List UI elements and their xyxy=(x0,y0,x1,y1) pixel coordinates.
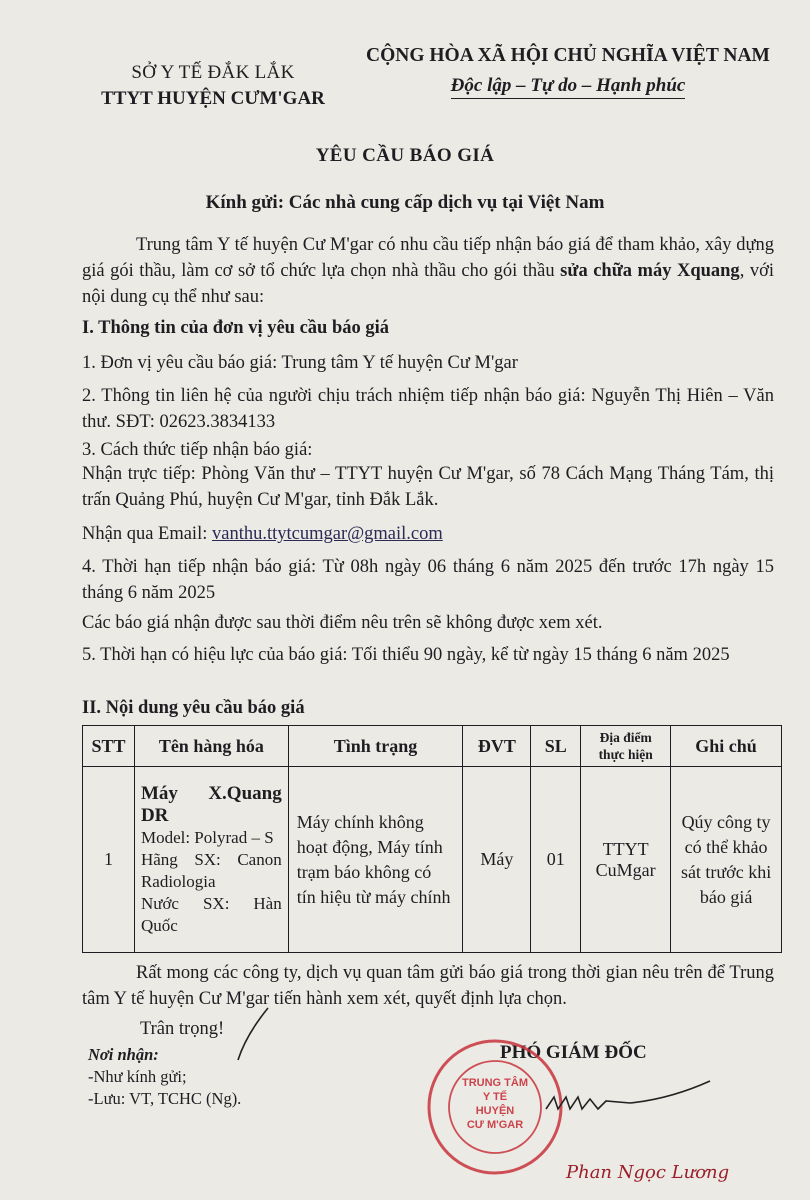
regards: Trân trọng! xyxy=(140,1019,225,1039)
stamp-line-2: Y TẾ xyxy=(482,1091,508,1103)
closing-paragraph: Rất mong các công ty, dịch vụ quan tâm gửi báo giá trong thời gian nêu trên để Trung tâm Y tế huyện Cư M'gar tiến hành xem xét, quyết định lựa chọn. xyxy=(82,963,774,1009)
initial-mark xyxy=(230,1000,280,1070)
product-maker: Hãng SX: Canon Radiologia xyxy=(140,849,282,891)
stamp-line-4: CƯ M'GAR xyxy=(466,1119,524,1131)
intro-package-name: sửa chữa máy Xquang xyxy=(560,261,740,281)
recipients-line-2: -Lưu: VT, TCHC (Ng). xyxy=(88,1089,242,1108)
national-header xyxy=(348,45,788,99)
recipients-label: Nơi nhận: xyxy=(88,1045,159,1064)
header-stt: STT xyxy=(83,726,135,767)
intro-text-2: , với nội dung cụ thể như sau: xyxy=(82,261,774,307)
cell-stt: 1 xyxy=(83,767,135,953)
header-place-line1: Địa điểm xyxy=(599,730,652,745)
cell-unit: Máy xyxy=(463,767,531,953)
handwritten-signature xyxy=(540,1075,720,1125)
quote-request-table xyxy=(82,725,782,953)
product-name: Máy X.Quang DR xyxy=(140,782,282,826)
cell-place xyxy=(581,767,671,953)
late-submission-note: Các báo giá nhận được sau thời điểm nêu trên sẽ không được xem xét. xyxy=(82,613,603,633)
section-1-item-3: 3. Cách thức tiếp nhận báo giá: xyxy=(82,440,313,460)
cell-qty: 01 xyxy=(531,767,581,953)
place-line2: CuMgar xyxy=(595,859,656,880)
section-1-item-1: 1. Đơn vị yêu cầu báo giá: Trung tâm Y tế huyện Cư M'gar xyxy=(82,353,518,373)
direct-delivery-info: Nhận trực tiếp: Phòng Văn thư – TTYT huyện Cư M'gar, số 78 Cách Mạng Tháng Tám, thị trấn Quảng Phú, huyện Cư M'gar, tỉnh Đắk Lắk. xyxy=(82,464,774,510)
intro-text-1: Trung tâm Y tế huyện Cư M'gar có nhu cầu tiếp nhận báo giá để tham khảo, xây dựng giá gói thầu, làm cơ sở tổ chức lựa chọn nhà thầu cho gói thầu xyxy=(82,235,774,281)
header-qty: SL xyxy=(531,726,581,767)
email-label: Nhận qua Email: xyxy=(82,524,212,544)
stamp-line-3: HUYỆN xyxy=(475,1105,515,1117)
recipients-line-1: -Như kính gửi; xyxy=(88,1067,187,1086)
cell-condition: Máy chính không hoạt động, Máy tính trạm báo không có tín hiệu từ máy chính xyxy=(288,767,463,953)
header-place xyxy=(581,726,671,767)
section-1-item-5: 5. Thời hạn có hiệu lực của báo giá: Tối thiểu 90 ngày, kể từ ngày 15 tháng 6 năm 2025 xyxy=(82,645,730,665)
intro-paragraph xyxy=(82,232,774,310)
email-link[interactable]: vanthu.ttytcumgar@gmail.com xyxy=(211,524,443,544)
product-model: Model: Polyrad – S xyxy=(140,827,274,847)
header-unit: ĐVT xyxy=(463,726,531,767)
section-1-item-4: 4. Thời hạn tiếp nhận báo giá: Từ 08h ngày 06 tháng 6 năm 2025 đến trước 17h ngày 15 tháng 6 năm 2025 xyxy=(82,557,774,603)
section-1-item-2: 2. Thông tin liên hệ của người chịu trách nhiệm tiếp nhận báo giá: Nguyễn Thị Hiên – Văn thư. SĐT: 02623.3834133 xyxy=(82,386,774,432)
recipient-value: Các nhà cung cấp dịch vụ tại Việt Nam xyxy=(288,192,605,213)
place-line1: TTYT xyxy=(602,838,649,859)
national-motto: Độc lập – Tự do – Hạnh phúc xyxy=(451,75,686,99)
signer-name: Phan Ngọc Lương xyxy=(566,1162,730,1183)
header-note: Ghi chú xyxy=(671,726,782,767)
header-condition: Tình trạng xyxy=(288,726,463,767)
table-header-row xyxy=(83,726,782,767)
section-1-heading: I. Thông tin của đơn vị yêu cầu báo giá xyxy=(82,318,390,338)
header-name: Tên hàng hóa xyxy=(134,726,288,767)
issuer-unit: TTYT HUYỆN CƯM'GAR xyxy=(101,88,325,109)
header-place-line2: thực hiện xyxy=(598,747,653,762)
email-line xyxy=(82,521,774,547)
issuer-block xyxy=(78,62,348,110)
document-title: YÊU CẦU BÁO GIÁ xyxy=(315,145,495,166)
product-country: Nước SX: Hàn Quốc xyxy=(140,893,282,935)
cell-product xyxy=(134,767,288,953)
cell-note: Qúy công ty có thể khảo sát trước khi báo giá xyxy=(671,767,782,953)
recipient-line xyxy=(0,192,810,214)
national-title: CỘNG HÒA XÃ HỘI CHỦ NGHĨA VIỆT NAM xyxy=(366,45,770,66)
recipient-label: Kính gửi: xyxy=(205,192,285,213)
issuer-department: SỞ Y TẾ ĐẮK LẮK xyxy=(131,62,295,83)
section-2-heading: II. Nội dung yêu cầu báo giá xyxy=(82,698,305,718)
table-row xyxy=(83,767,782,953)
signer-title: PHÓ GIÁM ĐỐC xyxy=(500,1042,647,1063)
stamp-line-1: TRUNG TÂM xyxy=(462,1077,528,1089)
recipients-block xyxy=(88,1044,241,1110)
